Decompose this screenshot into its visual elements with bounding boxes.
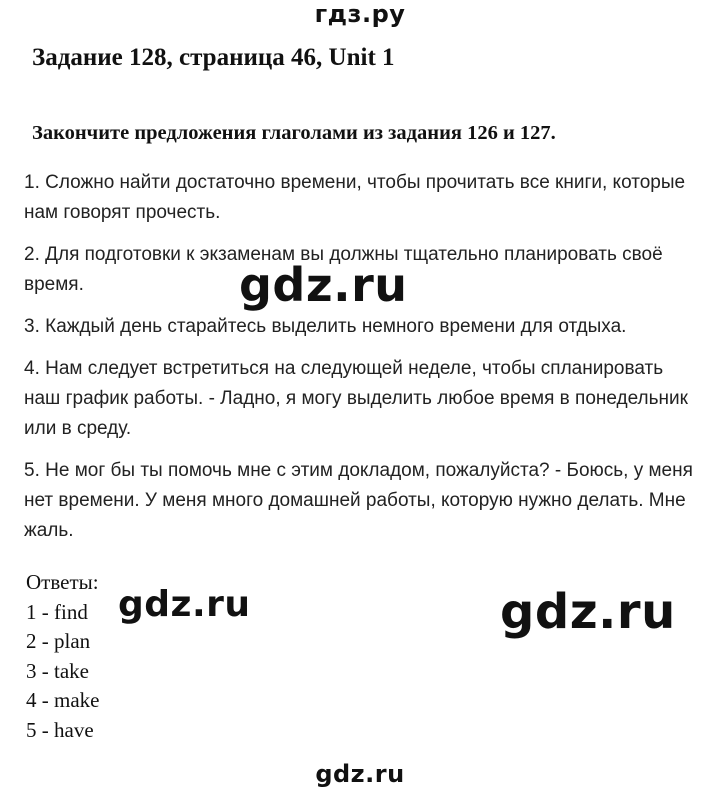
- answer-item: 5 - have: [26, 717, 94, 742]
- site-watermark-bottom: gdz.ru: [315, 760, 405, 788]
- answer-item: 2 - plan: [26, 629, 91, 653]
- sentence-item: 1. Сложно найти достаточно времени, чтобы прочитать все книги, которые нам говорят прочесть.: [24, 172, 686, 223]
- task-instruction: Закончите предложения глаголами из задания 126 и 127.: [32, 122, 556, 144]
- site-watermark-top: гдз.ру: [314, 0, 406, 28]
- answer-item: 1 - find: [26, 599, 88, 624]
- sentence-item: 3. Каждый день старайтесь выделить немного времени для отдыха.: [24, 316, 627, 337]
- task-heading: Задание 128, страница 46, Unit 1: [32, 44, 395, 71]
- sentence-item: 5. Не мог бы ты помочь мне с этим докладом, пожалуйста? - Боюсь, у меня нет времени. У меня много домашней работы, которую нужно делать. Мне жаль.: [24, 460, 693, 541]
- answer-item: 4 - make: [26, 688, 100, 712]
- watermark-middle: gdz.ru: [239, 258, 408, 312]
- sentence-item: 2. Для подготовки к экзаменам вы должны тщательно планировать своё время.: [24, 244, 663, 295]
- watermark-answers-left: gdz.ru: [118, 584, 251, 625]
- sentence-list: [24, 168, 704, 558]
- watermark-answers-right: gdz.ru: [500, 584, 676, 640]
- answers-block: [26, 568, 99, 745]
- answers-label: Ответы:: [26, 570, 99, 594]
- sentence-item: 4. Нам следует встретиться на следующей неделе, чтобы спланировать наш график работы. - Ладно, я могу выделить любое время в понедельник или в среду.: [24, 358, 688, 439]
- answer-item: 3 - take: [26, 658, 89, 683]
